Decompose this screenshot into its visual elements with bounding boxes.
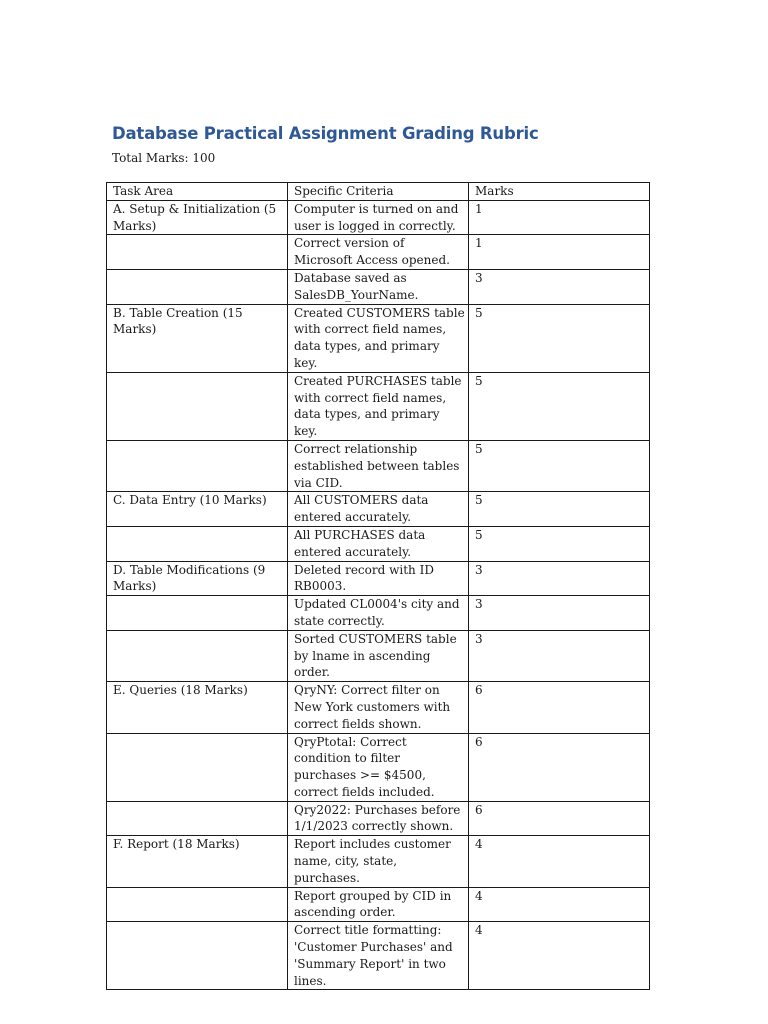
- criteria-cell: Sorted CUSTOMERS table by lname in ascending order.: [288, 630, 469, 681]
- table-row: [107, 269, 650, 304]
- table-row: [107, 526, 650, 561]
- criteria-cell: Created CUSTOMERS table with correct field names, data types, and primary key.: [288, 304, 469, 372]
- table-row: [107, 733, 650, 801]
- marks-cell: 6: [469, 733, 650, 801]
- criteria-cell: Updated CL0004's city and state correctly.: [288, 596, 469, 631]
- task-area-cell: [107, 733, 288, 801]
- task-area-cell: [107, 440, 288, 491]
- table-row: [107, 440, 650, 491]
- table-row: [107, 492, 650, 527]
- task-area-cell: A. Setup & Initialization (5 Marks): [107, 200, 288, 235]
- marks-cell: 5: [469, 440, 650, 491]
- task-area-cell: [107, 922, 288, 990]
- table-row: [107, 887, 650, 922]
- table-row: [107, 200, 650, 235]
- marks-cell: 3: [469, 630, 650, 681]
- criteria-cell: Database saved as SalesDB_YourName.: [288, 269, 469, 304]
- header-marks: Marks: [469, 183, 650, 201]
- criteria-cell: Report includes customer name, city, state, purchases.: [288, 836, 469, 887]
- table-row: [107, 836, 650, 887]
- task-area-cell: B. Table Creation (15 Marks): [107, 304, 288, 372]
- task-area-cell: E. Queries (18 Marks): [107, 682, 288, 733]
- task-area-cell: C. Data Entry (10 Marks): [107, 492, 288, 527]
- criteria-cell: Deleted record with ID RB0003.: [288, 561, 469, 596]
- table-row: [107, 596, 650, 631]
- criteria-cell: Correct title formatting: 'Customer Purchases' and 'Summary Report' in two lines.: [288, 922, 469, 990]
- criteria-cell: QryNY: Correct filter on New York customers with correct fields shown.: [288, 682, 469, 733]
- rubric-table: [106, 182, 650, 990]
- marks-cell: 3: [469, 561, 650, 596]
- criteria-cell: QryPtotal: Correct condition to filter purchases >= $4500, correct fields included.: [288, 733, 469, 801]
- header-task-area: Task Area: [107, 183, 288, 201]
- task-area-cell: [107, 596, 288, 631]
- task-area-cell: [107, 526, 288, 561]
- table-row: [107, 372, 650, 440]
- task-area-cell: [107, 887, 288, 922]
- document-title: Database Practical Assignment Grading Rubric: [112, 124, 539, 143]
- marks-cell: 5: [469, 526, 650, 561]
- criteria-cell: Qry2022: Purchases before 1/1/2023 correctly shown.: [288, 801, 469, 836]
- marks-cell: 4: [469, 887, 650, 922]
- table-row: [107, 630, 650, 681]
- marks-cell: 3: [469, 269, 650, 304]
- task-area-cell: [107, 235, 288, 270]
- criteria-cell: All CUSTOMERS data entered accurately.: [288, 492, 469, 527]
- criteria-cell: Created PURCHASES table with correct field names, data types, and primary key.: [288, 372, 469, 440]
- marks-cell: 6: [469, 801, 650, 836]
- marks-cell: 5: [469, 304, 650, 372]
- table-row: [107, 801, 650, 836]
- marks-cell: 1: [469, 200, 650, 235]
- marks-cell: 1: [469, 235, 650, 270]
- total-marks: Total Marks: 100: [112, 151, 216, 165]
- marks-cell: 5: [469, 492, 650, 527]
- task-area-cell: F. Report (18 Marks): [107, 836, 288, 887]
- table-row: [107, 682, 650, 733]
- task-area-cell: [107, 630, 288, 681]
- table-row: [107, 922, 650, 990]
- table-row: [107, 304, 650, 372]
- table-row: [107, 235, 650, 270]
- criteria-cell: Computer is turned on and user is logged in correctly.: [288, 200, 469, 235]
- criteria-cell: Correct relationship established between tables via CID.: [288, 440, 469, 491]
- criteria-cell: Correct version of Microsoft Access opened.: [288, 235, 469, 270]
- task-area-cell: [107, 372, 288, 440]
- task-area-cell: [107, 269, 288, 304]
- task-area-cell: D. Table Modifications (9 Marks): [107, 561, 288, 596]
- table-header-row: [107, 183, 650, 201]
- marks-cell: 4: [469, 922, 650, 990]
- marks-cell: 6: [469, 682, 650, 733]
- marks-cell: 3: [469, 596, 650, 631]
- criteria-cell: All PURCHASES data entered accurately.: [288, 526, 469, 561]
- task-area-cell: [107, 801, 288, 836]
- marks-cell: 5: [469, 372, 650, 440]
- header-specific-criteria: Specific Criteria: [288, 183, 469, 201]
- criteria-cell: Report grouped by CID in ascending order.: [288, 887, 469, 922]
- table-row: [107, 561, 650, 596]
- marks-cell: 4: [469, 836, 650, 887]
